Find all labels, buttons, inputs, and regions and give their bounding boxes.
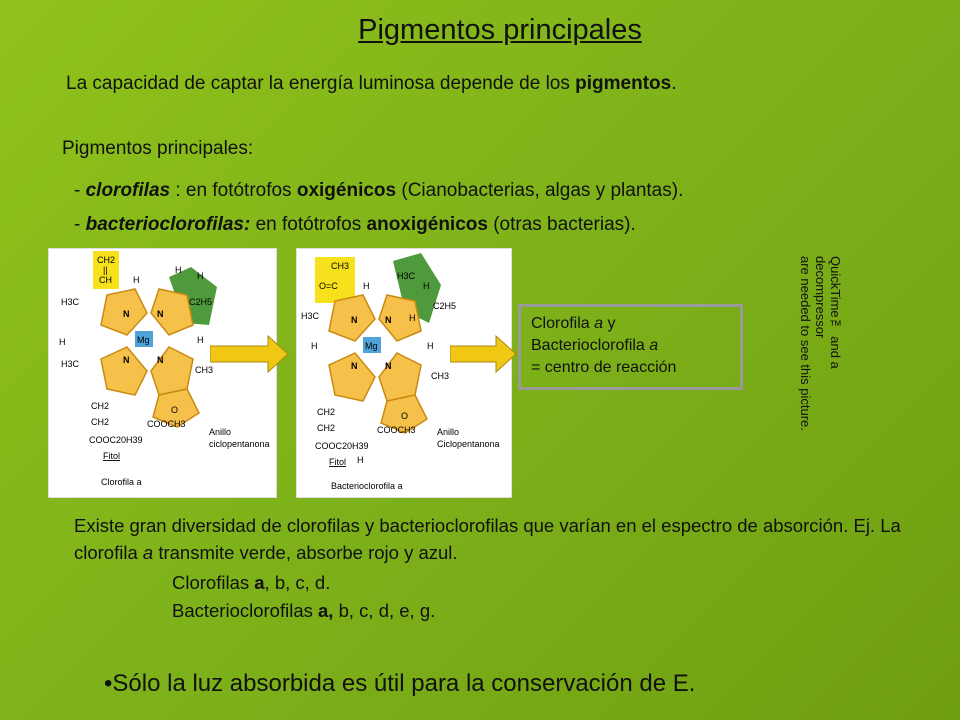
list-dash: -	[74, 214, 86, 235]
ethyl-label: C2H5	[433, 301, 457, 311]
list-dash: -	[74, 180, 86, 201]
mg-label: Mg	[365, 341, 378, 351]
quicktime-line-3: are needed to see this picture.	[798, 256, 813, 431]
h-label: H	[409, 313, 416, 323]
callout-text: Clorofila	[531, 315, 595, 332]
list-mid: : en fotótrofos	[170, 180, 297, 201]
mg-label: Mg	[137, 335, 150, 345]
clorofilas-types	[172, 572, 330, 594]
subheading: Pigmentos principales:	[62, 138, 254, 159]
methyl-label: H3C	[301, 311, 320, 321]
types-bold: a,	[318, 600, 334, 621]
paragraph-text: Existe gran diversidad de clorofilas y bacterioclorofilas que varían en el espectro de absorción. Ej. La clorofila	[74, 515, 901, 563]
ch2-label: CH2	[91, 417, 110, 427]
ring-label: Ciclopentanona	[437, 439, 500, 449]
callout-text: y	[603, 315, 616, 332]
carbonyl-label: O=C	[319, 281, 338, 291]
diversity-paragraph	[74, 512, 914, 566]
intro-after: .	[671, 73, 677, 94]
vinyl-double-bond: ||	[103, 265, 108, 275]
callout-text: Bacterioclorofila	[531, 337, 650, 354]
types-bold: a	[254, 572, 265, 593]
phytol-label: Fitol	[329, 457, 347, 467]
h-label: H	[357, 455, 364, 465]
vinyl-ch: CH	[99, 275, 112, 285]
oxygen-label: O	[171, 405, 179, 415]
n-label: N	[385, 315, 392, 325]
arrow-right-icon	[450, 334, 518, 374]
vinyl-ch2: CH2	[97, 255, 116, 265]
page-title: Pigmentos principales	[358, 14, 642, 46]
n-label: N	[351, 315, 358, 325]
list-rest: (Cianobacterias, algas y plantas).	[396, 180, 684, 201]
n-label: N	[123, 309, 130, 319]
methyl-label: CH3	[331, 261, 350, 271]
callout-italic: a	[649, 337, 659, 354]
phytol-label: Fitol	[103, 451, 121, 461]
methyl-label: H3C	[61, 359, 80, 369]
h-label: H	[59, 337, 66, 347]
methyl-label: CH3	[195, 365, 214, 375]
types-label: Clorofilas	[172, 572, 255, 593]
intro-text	[66, 73, 676, 95]
callout-italic: a	[594, 315, 604, 332]
list-keyword: anoxigénicos	[366, 214, 488, 235]
types-label: Bacterioclorofilas	[172, 600, 319, 621]
h-label: H	[427, 341, 434, 351]
paragraph-italic: a	[142, 542, 154, 563]
h-label: H	[133, 275, 140, 285]
n-label: N	[351, 361, 358, 371]
phytol-ester-label: COOC20H39	[89, 435, 143, 445]
n-label: N	[123, 355, 130, 365]
quicktime-placeholder	[798, 256, 846, 446]
list-term: bacterioclorofilas:	[85, 214, 251, 235]
paragraph-text: transmite verde, absorbe rojo y azul.	[153, 542, 458, 563]
quicktime-line-1: QuickTime™ and a	[828, 256, 843, 369]
ch2-label: CH2	[317, 407, 336, 417]
h-label: H	[423, 281, 430, 291]
intro-bold: pigmentos	[575, 73, 672, 94]
bullet-point: •Sólo la luz absorbida es útil para la conservación de E.	[104, 670, 696, 697]
list-item-bacterioclorofilas	[74, 214, 636, 236]
list-term: clorofilas	[85, 180, 171, 201]
callout-line-1	[531, 313, 740, 335]
ch2-label: CH2	[317, 423, 336, 433]
ring-label: Anillo	[209, 427, 232, 437]
ester-label: COOCH3	[377, 425, 416, 435]
phytol-ester-label: COOC20H39	[315, 441, 369, 451]
list-rest: (otras bacterias).	[487, 214, 636, 235]
n-label: N	[157, 355, 164, 365]
methyl-label: H3C	[397, 271, 416, 281]
ch2-label: CH2	[91, 401, 110, 411]
ethyl-label: C2H5	[189, 297, 213, 307]
ring-label: ciclopentanona	[209, 439, 270, 449]
list-mid: en fotótrofos	[250, 214, 367, 235]
h-label: H	[311, 341, 318, 351]
ester-label: COOCH3	[147, 419, 186, 429]
n-label: N	[385, 361, 392, 371]
h-label: H	[363, 281, 370, 291]
quicktime-line-2: decompressor	[813, 256, 828, 339]
types-rest: b, c, d, e, g.	[333, 600, 436, 621]
h-label: H	[175, 265, 182, 275]
figure-caption: Clorofila a	[101, 477, 142, 487]
list-keyword: oxigénicos	[296, 180, 397, 201]
types-rest: , b, c, d.	[264, 572, 331, 593]
ring-label: Anillo	[437, 427, 460, 437]
methyl-label: CH3	[431, 371, 450, 381]
figure-caption: Bacterioclorofila a	[331, 481, 403, 491]
bacterioclorofilas-types	[172, 600, 435, 622]
intro-before: La capacidad de captar la energía luminosa depende de los	[66, 73, 576, 94]
callout-line-2	[531, 335, 740, 357]
h-label: H	[197, 335, 204, 345]
n-label: N	[157, 309, 164, 319]
arrow-right-icon	[210, 334, 290, 374]
methyl-label: H3C	[61, 297, 80, 307]
h-label: H	[197, 271, 204, 281]
reaction-center-callout	[518, 304, 743, 390]
callout-line-3: = centro de reacción	[531, 359, 677, 376]
list-item-clorofilas	[74, 180, 683, 202]
oxygen-label: O	[401, 411, 409, 421]
